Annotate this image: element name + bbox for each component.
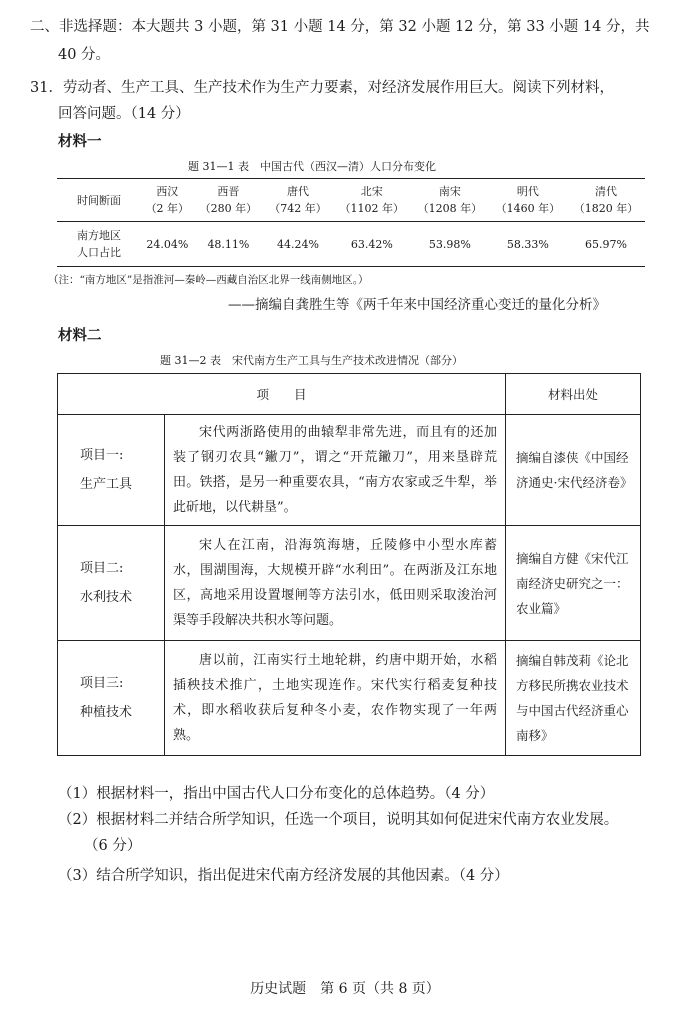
table-row [58, 641, 641, 756]
question-31-line2: 回答问题。（14 分） [58, 106, 190, 122]
value-cell: 53.98% [411, 222, 489, 267]
value-cell: 63.42% [333, 222, 411, 267]
section-heading-line2: 40 分。 [58, 47, 111, 63]
project-source: 摘编自韩茂莉《论北方移民所携农业技术与中国古代经济重心南移》 [506, 641, 641, 756]
sub-question-2-line2: （6 分） [84, 838, 142, 854]
project-content: 宋代两浙路使用的曲辕犁非常先进，而且有的还加装了钢刃农具“䥕刀”，谓之“开荒䥕刀”，用来垦辟荒田。铁搭，是另一种重要农具，“南方农家或乏牛犁，举此斫地，以代耕垦”。 [165, 415, 506, 526]
period-cell: 明代 （1460 年） [489, 179, 567, 222]
value-cell: 24.04% [141, 222, 194, 267]
material1-heading: 材料一 [58, 133, 102, 150]
material2-table-title: 题 31—2 表 宋代南方生产工具与生产技术改进情况（部分） [160, 354, 463, 367]
period-cell: 西晋 （280 年） [194, 179, 264, 222]
header-project: 项 目 [58, 374, 506, 415]
value-cell: 58.33% [489, 222, 567, 267]
page-footer: 历史试题 第 6 页（共 8 页） [250, 981, 440, 997]
project-content: 宋人在江南，沿海筑海塘，丘陵修中小型水库蓄水，围湖围海，大规模开辟“水利田”。在两浙及江东地区，高地采用设置堰闸等方法引水，低田则采取浚治河渠等手段解决共积水等问题。 [165, 526, 506, 641]
value-cell: 65.97% [567, 222, 645, 267]
value-cell: 48.11% [194, 222, 264, 267]
header-time-label: 时间断面 [57, 179, 141, 222]
period-cell: 北宋 （1102 年） [333, 179, 411, 222]
header-source: 材料出处 [506, 374, 641, 415]
value-cell: 44.24% [263, 222, 333, 267]
material1-table-title: 题 31—1 表 中国古代（西汉—清）人口分布变化 [188, 160, 436, 173]
project-source: 摘编自漆侠《中国经济通史·宋代经济卷》 [506, 415, 641, 526]
population-table-header [57, 179, 645, 222]
population-table-row [57, 222, 645, 267]
material1-source: ——摘编自龚胜生等《两千年来中国经济重心变迁的量化分析》 [228, 297, 606, 313]
material2-heading: 材料二 [58, 327, 102, 344]
table-row [58, 526, 641, 641]
period-cell: 西汉 （2 年） [141, 179, 194, 222]
period-cell: 清代 （1820 年） [567, 179, 645, 222]
period-cell: 南宋 （1208 年） [411, 179, 489, 222]
project-label: 项目一: 生产工具 [58, 415, 165, 526]
project-label: 项目三: 种植技术 [58, 641, 165, 756]
project-source: 摘编自方健《宋代江南经济史研究之一：农业篇》 [506, 526, 641, 641]
sub-question-2-line1: （2）根据材料二并结合所学知识，任选一个项目，说明其如何促进宋代南方农业发展。 [58, 812, 619, 828]
technology-table-header [58, 374, 641, 415]
sub-question-1: （1）根据材料一，指出中国古代人口分布变化的总体趋势。（4 分） [58, 786, 495, 802]
section-heading-line1: 二、非选择题：本大题共 3 小题，第 31 小题 14 分，第 32 小题 12 分，第 33 小题 14 分，共 [30, 19, 650, 35]
project-label: 项目二: 水利技术 [58, 526, 165, 641]
table-row [58, 415, 641, 526]
technology-table [57, 373, 641, 756]
question-31-line1: 31．劳动者、生产工具、生产技术作为生产力要素，对经济发展作用巨大。阅读下列材料， [30, 80, 614, 96]
material1-note: （注：“南方地区”是指淮河—秦岭—西藏自治区北界一线南侧地区。） [48, 274, 369, 286]
row-label: 南方地区 人口占比 [57, 222, 141, 267]
period-cell: 唐代 （742 年） [263, 179, 333, 222]
project-content: 唐以前，江南实行土地轮耕，约唐中期开始，水稻插秧技术推广，土地实现连作。宋代实行稻麦复种技术，即水稻收获后复种冬小麦，农作物实现了一年两熟。 [165, 641, 506, 756]
sub-question-3: （3）结合所学知识，指出促进宋代南方经济发展的其他因素。（4 分） [58, 868, 509, 884]
population-table [57, 178, 645, 267]
